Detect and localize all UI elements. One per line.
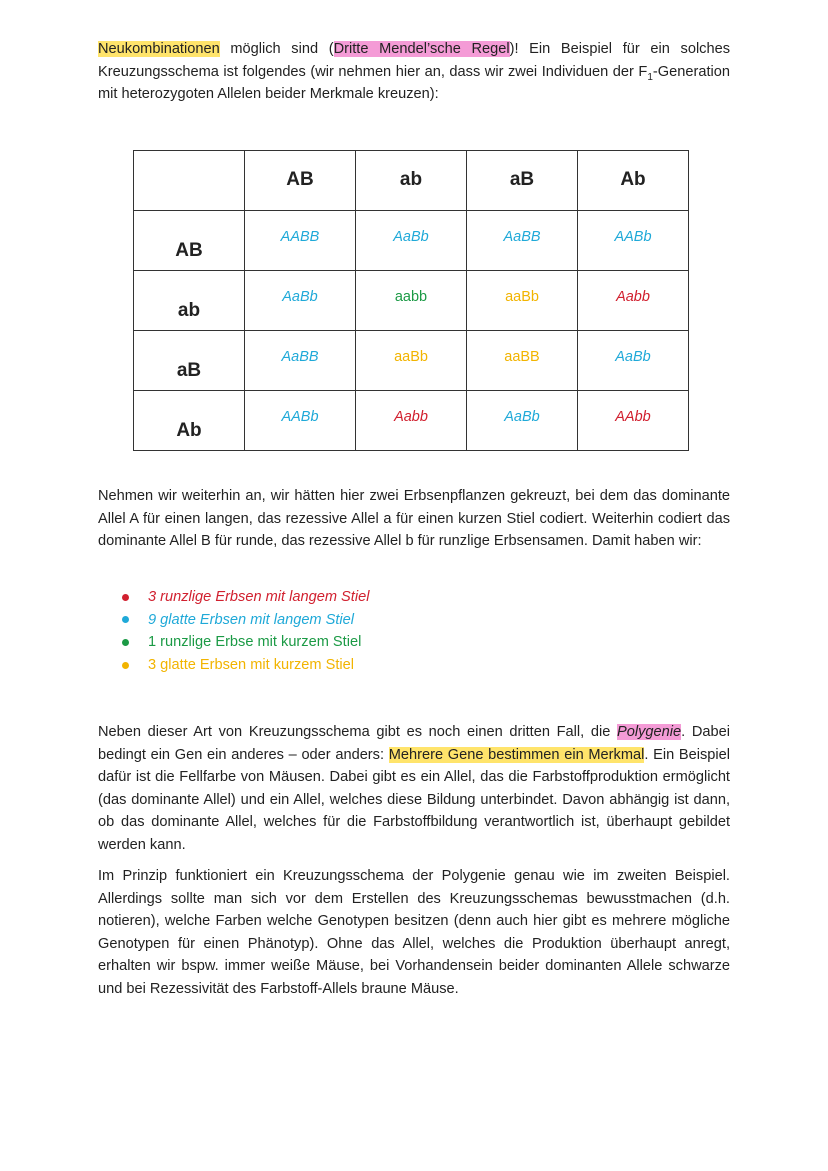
genotype-cell — [467, 331, 578, 391]
list-item — [122, 631, 369, 654]
bullet-dot-icon — [122, 616, 129, 623]
header-row — [134, 151, 689, 211]
genotype-text: AABb — [614, 229, 652, 245]
intro-paragraph — [98, 38, 730, 106]
column-header: Ab — [578, 151, 689, 211]
list-item-text: 3 runzlige Erbsen mit langem Stiel — [148, 589, 370, 606]
highlight-mehrere-gene: Mehrere Gene bestimmen ein Merkmal — [388, 746, 645, 763]
genotype-cell — [356, 331, 467, 391]
genotype-text: Aabb — [394, 409, 428, 425]
genotype-cell — [578, 331, 689, 391]
list-item — [122, 654, 369, 677]
genotype-text: AaBb — [393, 229, 429, 245]
bullet-dot-icon — [122, 594, 129, 601]
genotype-cell — [356, 391, 467, 451]
corner-cell — [134, 151, 245, 211]
punnett-square — [133, 150, 689, 451]
genotype-cell — [467, 271, 578, 331]
column-header: aB — [467, 151, 578, 211]
table-row — [134, 211, 689, 271]
row-header-label: ab — [177, 299, 201, 321]
intro-text-2: )! Ein Beispiel für ein solches Kreuzungsschema ist folgendes (wir nehmen hier an, dass wir zwei Individuen der F — [98, 41, 731, 80]
genotype-text: Aabb — [616, 289, 650, 305]
column-header: ab — [356, 151, 467, 211]
genotype-cell — [245, 271, 356, 331]
genotype-cell — [356, 271, 467, 331]
genotype-cell — [467, 211, 578, 271]
intro-text-3: -Generation mit heterozygoten Allelen beider Merkmale kreuzen): — [98, 63, 730, 102]
bullet-dot-icon — [122, 639, 129, 646]
highlight-neukombinationen: Neukombinationen — [98, 41, 220, 57]
genotype-cell — [578, 271, 689, 331]
genotype-text: AABB — [280, 229, 320, 245]
explanation-paragraph — [98, 485, 730, 553]
bullet-dot-icon — [122, 662, 129, 669]
row-header — [134, 211, 245, 271]
row-header-label: AB — [175, 239, 203, 261]
polygenie-text-3: . Ein Beispiel dafür ist die Fellfarbe von Mäusen. Dabei gibt es ein Allel, das die Farbstoffproduktion ermöglicht (das dominante Allel) und ein Allel, welches diese Bildung unterbindet. Davon abhängig ist dann, ob das dominante Allel, welches für die Farbstoffbildung verantwortlich ist, überhaupt gebildet werden kann. — [98, 746, 730, 853]
genotype-text: AAbb — [615, 409, 651, 425]
phenotype-list — [122, 586, 369, 676]
highlight-mendel-regel: Dritte Mendel’sche Regel — [333, 41, 510, 57]
list-item — [122, 609, 369, 632]
genotype-cell — [467, 391, 578, 451]
row-header-label: Ab — [176, 419, 202, 441]
subscript-1: 1 — [647, 71, 653, 83]
intro-text-1: möglich sind ( — [219, 41, 334, 57]
column-header: AB — [245, 151, 356, 211]
polygenie-text-2: . Dabei bedingt ein Gen ein anderes – oder anders: — [98, 724, 730, 763]
genotype-text: AaBB — [503, 229, 541, 245]
principle-paragraph — [98, 865, 730, 1000]
genotype-text: aabb — [394, 289, 428, 305]
principle-text: Im Prinzip funktioniert ein Kreuzungsschema der Polygenie genau wie im zweiten Beispiel. Allerdings sollte man sich vor dem Erstellen des Kreuzungsschemas bewusstmachen (d.h. notieren), welche Farben welche Genotypen besitzen (denn auch hier gibt es mehrere mögliche Genotypen für einen Phänotyp). Ohne das Allel, welches die Produktion überhaupt anregt, erhalten wir bspw. immer weiße Mäuse, bei Vorhandensein beider dominanten Allele schwarze und bei Rezessivität des Farbstoff-Allels braune Mäuse. — [98, 868, 730, 997]
genotype-text: AaBb — [504, 409, 540, 425]
polygenie-paragraph — [98, 721, 730, 856]
row-header — [134, 271, 245, 331]
row-header — [134, 331, 245, 391]
genotype-cell — [578, 211, 689, 271]
genotype-text: AaBb — [615, 349, 651, 365]
row-header-label: aB — [176, 359, 202, 381]
intro-text — [98, 38, 730, 106]
genotype-cell — [245, 391, 356, 451]
row-header — [134, 391, 245, 451]
polygenie-text — [98, 721, 730, 856]
genotype-cell — [245, 331, 356, 391]
list-item-text: 9 glatte Erbsen mit langem Stiel — [148, 611, 355, 628]
list-item-text: 1 runzlige Erbse mit kurzem Stiel — [148, 634, 362, 651]
table-row — [134, 271, 689, 331]
genotype-text: aaBb — [394, 349, 428, 365]
genotype-text: AaBB — [281, 349, 319, 365]
table-row — [134, 391, 689, 451]
list-item — [122, 586, 369, 609]
explanation-text: Nehmen wir weiterhin an, wir hätten hier zwei Erbsenpflanzen gekreuzt, bei dem das dominante Allel A für einen langen, das rezessive Allel a für einen kurzen Stiel codiert. Weiterhin codiert das dominante Allel B für runde, das rezessive Allel b für runzlige Erbsensamen. Damit haben wir: — [98, 488, 730, 549]
genotype-cell — [356, 211, 467, 271]
highlight-polygenie: Polygenie — [617, 724, 682, 740]
genotype-text: aaBB — [504, 349, 540, 365]
genotype-text: aaBb — [505, 289, 539, 305]
polygenie-text-1: Neben dieser Art von Kreuzungsschema gibt es noch einen dritten Fall, die — [98, 724, 618, 740]
genotype-cell — [245, 211, 356, 271]
genotype-text: AABb — [281, 409, 319, 425]
table-row — [134, 331, 689, 391]
list-item-text: 3 glatte Erbsen mit kurzem Stiel — [148, 656, 355, 673]
genotype-cell — [578, 391, 689, 451]
genotype-text: AaBb — [282, 289, 318, 305]
